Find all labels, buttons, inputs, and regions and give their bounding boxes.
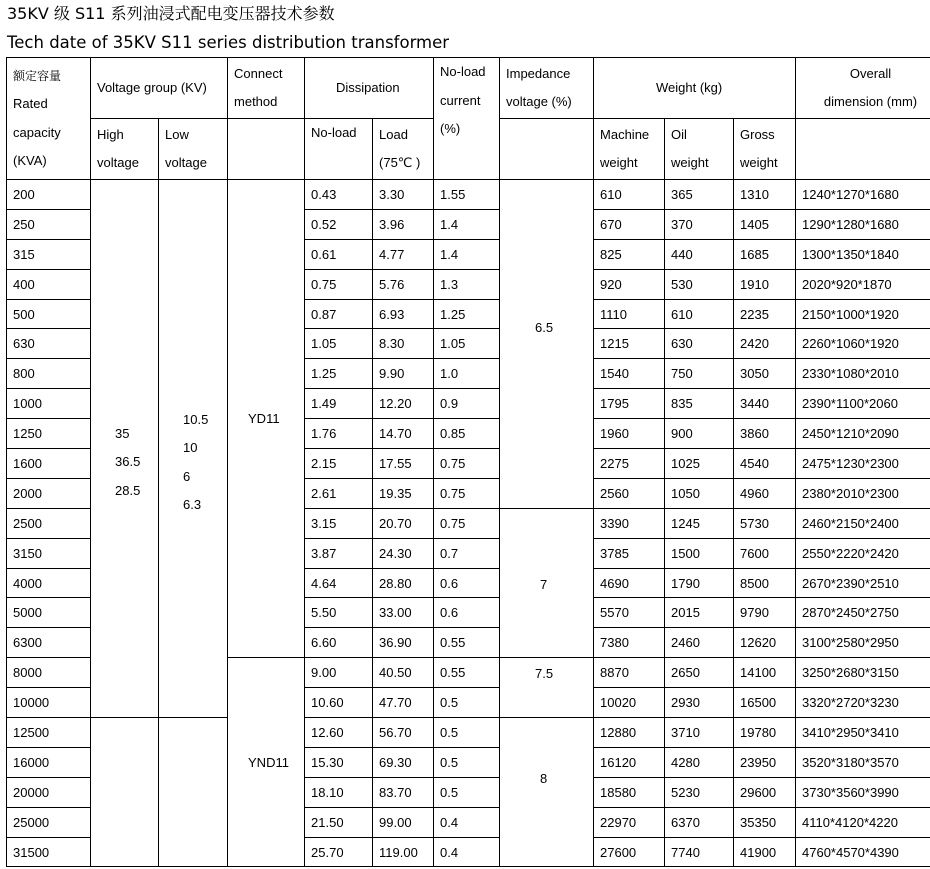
load-loss-cell: 3.30 [373, 180, 434, 210]
capacity-cell: 6300 [7, 628, 91, 658]
connect-method-ynd11: YND11 [228, 658, 305, 867]
gross-weight-cell: 35350 [734, 807, 796, 837]
machine-weight-cell: 4690 [594, 568, 665, 598]
high-voltage-cell [91, 180, 159, 718]
machine-weight-cell: 1795 [594, 389, 665, 419]
capacity-cell: 1250 [7, 419, 91, 449]
machine-weight-cell: 10020 [594, 688, 665, 718]
no-load-current-cell: 1.3 [434, 269, 500, 299]
no-load-current-cell: 0.4 [434, 807, 500, 837]
header-no-load-current: No-load current (%) [434, 58, 500, 180]
load-loss-cell: 19.35 [373, 478, 434, 508]
oil-weight-cell: 365 [665, 180, 734, 210]
oil-weight-cell: 7740 [665, 837, 734, 867]
gross-weight-cell: 12620 [734, 628, 796, 658]
no-load-loss-cell: 1.49 [305, 389, 373, 419]
machine-weight-cell: 18580 [594, 777, 665, 807]
gross-weight-cell: 4960 [734, 478, 796, 508]
header-overall-dimension: Overall dimension (mm) [796, 58, 930, 119]
oil-weight-cell: 2460 [665, 628, 734, 658]
oil-weight-cell: 1245 [665, 508, 734, 538]
capacity-cell: 2500 [7, 508, 91, 538]
gross-weight-cell: 23950 [734, 747, 796, 777]
impedance-cell: 6.5 [500, 180, 594, 509]
machine-weight-cell: 7380 [594, 628, 665, 658]
machine-weight-cell: 2275 [594, 449, 665, 479]
load-loss-cell: 36.90 [373, 628, 434, 658]
header-high-voltage: High voltage [91, 119, 159, 180]
no-load-loss-cell: 3.15 [305, 508, 373, 538]
overall-dimension-cell: 3410*2950*3410 [796, 718, 930, 748]
no-load-current-cell: 1.4 [434, 209, 500, 239]
high-voltage-value: 36.5 [115, 454, 141, 470]
machine-weight-cell: 3785 [594, 538, 665, 568]
no-load-current-cell: 0.5 [434, 688, 500, 718]
oil-weight-cell: 1025 [665, 449, 734, 479]
load-loss-cell: 40.50 [373, 658, 434, 688]
low-voltage-cell [159, 180, 228, 718]
load-loss-cell: 47.70 [373, 688, 434, 718]
gross-weight-cell: 1910 [734, 269, 796, 299]
overall-dimension-cell: 2330*1080*2010 [796, 359, 930, 389]
no-load-current-cell: 1.25 [434, 299, 500, 329]
gross-weight-cell: 2235 [734, 299, 796, 329]
low-voltage-value: 6 [183, 468, 191, 484]
oil-weight-cell: 5230 [665, 777, 734, 807]
oil-weight-cell: 900 [665, 419, 734, 449]
load-loss-cell: 119.00 [373, 837, 434, 867]
oil-weight-cell: 1050 [665, 478, 734, 508]
capacity-cell: 20000 [7, 777, 91, 807]
no-load-current-cell: 0.5 [434, 777, 500, 807]
impedance-cell: 7 [500, 508, 594, 657]
no-load-current-cell: 0.75 [434, 449, 500, 479]
gross-weight-cell: 8500 [734, 568, 796, 598]
table-row [7, 180, 930, 210]
oil-weight-cell: 610 [665, 299, 734, 329]
machine-weight-cell: 610 [594, 180, 665, 210]
no-load-current-cell: 0.6 [434, 568, 500, 598]
oil-weight-cell: 530 [665, 269, 734, 299]
oil-weight-cell: 4280 [665, 747, 734, 777]
load-loss-cell: 3.96 [373, 209, 434, 239]
no-load-loss-cell: 12.60 [305, 718, 373, 748]
gross-weight-cell: 1310 [734, 180, 796, 210]
header-impedance-blank [500, 119, 594, 180]
overall-dimension-cell: 2475*1230*2300 [796, 449, 930, 479]
spec-table [6, 57, 930, 867]
title-english: Tech date of 35KV S11 series distribution transformer [7, 33, 450, 52]
no-load-loss-cell: 0.61 [305, 239, 373, 269]
table-row [7, 718, 930, 748]
gross-weight-cell: 3860 [734, 419, 796, 449]
no-load-loss-cell: 18.10 [305, 777, 373, 807]
no-load-current-cell: 1.4 [434, 239, 500, 269]
load-loss-cell: 28.80 [373, 568, 434, 598]
machine-weight-cell: 920 [594, 269, 665, 299]
low-voltage-value: 6.3 [183, 497, 202, 513]
load-loss-cell: 9.90 [373, 359, 434, 389]
machine-weight-cell: 1110 [594, 299, 665, 329]
capacity-cell: 5000 [7, 598, 91, 628]
capacity-cell: 500 [7, 299, 91, 329]
connect-method-yd11: YD11 [228, 180, 305, 658]
load-loss-cell: 4.77 [373, 239, 434, 269]
header-dissipation: Dissipation [305, 58, 434, 119]
no-load-current-cell: 1.0 [434, 359, 500, 389]
machine-weight-cell: 22970 [594, 807, 665, 837]
load-loss-cell: 24.30 [373, 538, 434, 568]
no-load-current-cell: 0.5 [434, 718, 500, 748]
no-load-loss-cell: 15.30 [305, 747, 373, 777]
overall-dimension-cell: 4760*4570*4390 [796, 837, 930, 867]
load-loss-cell: 33.00 [373, 598, 434, 628]
no-load-current-cell: 1.55 [434, 180, 500, 210]
load-loss-cell: 17.55 [373, 449, 434, 479]
machine-weight-cell: 1540 [594, 359, 665, 389]
capacity-cell: 25000 [7, 807, 91, 837]
table-body [7, 180, 930, 867]
oil-weight-cell: 630 [665, 329, 734, 359]
machine-weight-cell: 825 [594, 239, 665, 269]
load-loss-cell: 8.30 [373, 329, 434, 359]
load-loss-cell: 20.70 [373, 508, 434, 538]
header-voltage-group: Voltage group (KV) [91, 58, 228, 119]
machine-weight-cell: 670 [594, 209, 665, 239]
overall-dimension-cell: 3250*2680*3150 [796, 658, 930, 688]
gross-weight-cell: 14100 [734, 658, 796, 688]
load-loss-cell: 14.70 [373, 419, 434, 449]
low-voltage-value: 10.5 [183, 411, 209, 427]
no-load-current-cell: 0.6 [434, 598, 500, 628]
no-load-current-cell: 0.55 [434, 628, 500, 658]
load-loss-cell: 6.93 [373, 299, 434, 329]
machine-weight-cell: 1215 [594, 329, 665, 359]
load-loss-cell: 69.30 [373, 747, 434, 777]
no-load-loss-cell: 3.87 [305, 538, 373, 568]
no-load-loss-cell: 21.50 [305, 807, 373, 837]
no-load-loss-cell: 0.52 [305, 209, 373, 239]
load-loss-cell: 5.76 [373, 269, 434, 299]
header-low-voltage: Low voltage [159, 119, 228, 180]
overall-dimension-cell: 3730*3560*3990 [796, 777, 930, 807]
capacity-cell: 2000 [7, 478, 91, 508]
capacity-cell: 400 [7, 269, 91, 299]
overall-dimension-cell: 2380*2010*2300 [796, 478, 930, 508]
capacity-cell: 31500 [7, 837, 91, 867]
header-dimension-blank [796, 119, 930, 180]
oil-weight-cell: 2930 [665, 688, 734, 718]
no-load-loss-cell: 0.75 [305, 269, 373, 299]
overall-dimension-cell: 1290*1280*1680 [796, 209, 930, 239]
capacity-cell: 315 [7, 239, 91, 269]
capacity-cell: 1000 [7, 389, 91, 419]
gross-weight-cell: 5730 [734, 508, 796, 538]
no-load-current-cell: 0.55 [434, 658, 500, 688]
machine-weight-cell: 3390 [594, 508, 665, 538]
no-load-loss-cell: 4.64 [305, 568, 373, 598]
no-load-current-cell: 0.75 [434, 478, 500, 508]
no-load-loss-cell: 6.60 [305, 628, 373, 658]
no-load-loss-cell: 0.87 [305, 299, 373, 329]
oil-weight-cell: 440 [665, 239, 734, 269]
overall-dimension-cell: 2450*1210*2090 [796, 419, 930, 449]
overall-dimension-cell: 2260*1060*1920 [796, 329, 930, 359]
capacity-cell: 630 [7, 329, 91, 359]
no-load-current-cell: 0.5 [434, 747, 500, 777]
gross-weight-cell: 3050 [734, 359, 796, 389]
gross-weight-cell: 7600 [734, 538, 796, 568]
gross-weight-cell: 9790 [734, 598, 796, 628]
high-voltage-value: 35 [115, 425, 130, 441]
overall-dimension-cell: 2550*2220*2420 [796, 538, 930, 568]
machine-weight-cell: 12880 [594, 718, 665, 748]
header-oil-weight: Oil weight [665, 119, 734, 180]
capacity-cell: 1600 [7, 449, 91, 479]
no-load-loss-cell: 1.25 [305, 359, 373, 389]
oil-weight-cell: 370 [665, 209, 734, 239]
capacity-cell: 10000 [7, 688, 91, 718]
capacity-cell: 4000 [7, 568, 91, 598]
impedance-cell: 7.5 [500, 658, 594, 718]
high-voltage-value: 28.5 [115, 482, 141, 498]
no-load-current-cell: 0.4 [434, 837, 500, 867]
oil-weight-cell: 1790 [665, 568, 734, 598]
load-loss-cell: 99.00 [373, 807, 434, 837]
load-loss-cell: 12.20 [373, 389, 434, 419]
gross-weight-cell: 1405 [734, 209, 796, 239]
capacity-cell: 8000 [7, 658, 91, 688]
machine-weight-cell: 2560 [594, 478, 665, 508]
overall-dimension-cell: 2460*2150*2400 [796, 508, 930, 538]
low-voltage-cell-lower [159, 718, 228, 867]
machine-weight-cell: 5570 [594, 598, 665, 628]
machine-weight-cell: 1960 [594, 419, 665, 449]
header-connect-blank [228, 119, 305, 180]
overall-dimension-cell: 2870*2450*2750 [796, 598, 930, 628]
no-load-loss-cell: 10.60 [305, 688, 373, 718]
no-load-current-cell: 0.75 [434, 508, 500, 538]
header-impedance-voltage: Impedance voltage (%) [500, 58, 594, 119]
no-load-loss-cell: 9.00 [305, 658, 373, 688]
oil-weight-cell: 835 [665, 389, 734, 419]
header-no-load: No-load [305, 119, 373, 180]
header-gross-weight: Gross weight [734, 119, 796, 180]
capacity-cell: 16000 [7, 747, 91, 777]
no-load-current-cell: 0.7 [434, 538, 500, 568]
overall-dimension-cell: 2150*1000*1920 [796, 299, 930, 329]
gross-weight-cell: 4540 [734, 449, 796, 479]
header-machine-weight: Machine weight [594, 119, 665, 180]
no-load-loss-cell: 0.43 [305, 180, 373, 210]
no-load-loss-cell: 1.05 [305, 329, 373, 359]
overall-dimension-cell: 4110*4120*4220 [796, 807, 930, 837]
header-load: Load (75℃ ) [373, 119, 434, 180]
machine-weight-cell: 8870 [594, 658, 665, 688]
high-voltage-cell-lower [91, 718, 159, 867]
capacity-cell: 3150 [7, 538, 91, 568]
header-weight: Weight (kg) [594, 58, 796, 119]
capacity-cell: 800 [7, 359, 91, 389]
no-load-current-cell: 0.9 [434, 389, 500, 419]
no-load-loss-cell: 1.76 [305, 419, 373, 449]
machine-weight-cell: 16120 [594, 747, 665, 777]
no-load-current-cell: 0.85 [434, 419, 500, 449]
no-load-loss-cell: 5.50 [305, 598, 373, 628]
no-load-loss-cell: 2.15 [305, 449, 373, 479]
oil-weight-cell: 750 [665, 359, 734, 389]
overall-dimension-cell: 3320*2720*3230 [796, 688, 930, 718]
overall-dimension-cell: 1240*1270*1680 [796, 180, 930, 210]
no-load-loss-cell: 2.61 [305, 478, 373, 508]
machine-weight-cell: 27600 [594, 837, 665, 867]
overall-dimension-cell: 2020*920*1870 [796, 269, 930, 299]
gross-weight-cell: 3440 [734, 389, 796, 419]
overall-dimension-cell: 3100*2580*2950 [796, 628, 930, 658]
overall-dimension-cell: 2670*2390*2510 [796, 568, 930, 598]
gross-weight-cell: 41900 [734, 837, 796, 867]
low-voltage-value: 10 [183, 440, 198, 456]
gross-weight-cell: 1685 [734, 239, 796, 269]
gross-weight-cell: 19780 [734, 718, 796, 748]
oil-weight-cell: 6370 [665, 807, 734, 837]
load-loss-cell: 56.70 [373, 718, 434, 748]
capacity-cell: 200 [7, 180, 91, 210]
gross-weight-cell: 29600 [734, 777, 796, 807]
impedance-cell: 8 [500, 718, 594, 867]
capacity-cell: 250 [7, 209, 91, 239]
overall-dimension-cell: 2390*1100*2060 [796, 389, 930, 419]
no-load-current-cell: 1.05 [434, 329, 500, 359]
oil-weight-cell: 3710 [665, 718, 734, 748]
load-loss-cell: 83.70 [373, 777, 434, 807]
overall-dimension-cell: 3520*3180*3570 [796, 747, 930, 777]
title-chinese: 35KV 级 S11 系列油浸式配电变压器技术参数 [7, 4, 335, 23]
oil-weight-cell: 2650 [665, 658, 734, 688]
oil-weight-cell: 1500 [665, 538, 734, 568]
gross-weight-cell: 16500 [734, 688, 796, 718]
oil-weight-cell: 2015 [665, 598, 734, 628]
overall-dimension-cell: 1300*1350*1840 [796, 239, 930, 269]
no-load-loss-cell: 25.70 [305, 837, 373, 867]
capacity-cell: 12500 [7, 718, 91, 748]
header-rated-capacity: 额定容量 Rated capacity (KVA) [7, 58, 91, 180]
gross-weight-cell: 2420 [734, 329, 796, 359]
header-connect-method: Connect method [228, 58, 305, 119]
